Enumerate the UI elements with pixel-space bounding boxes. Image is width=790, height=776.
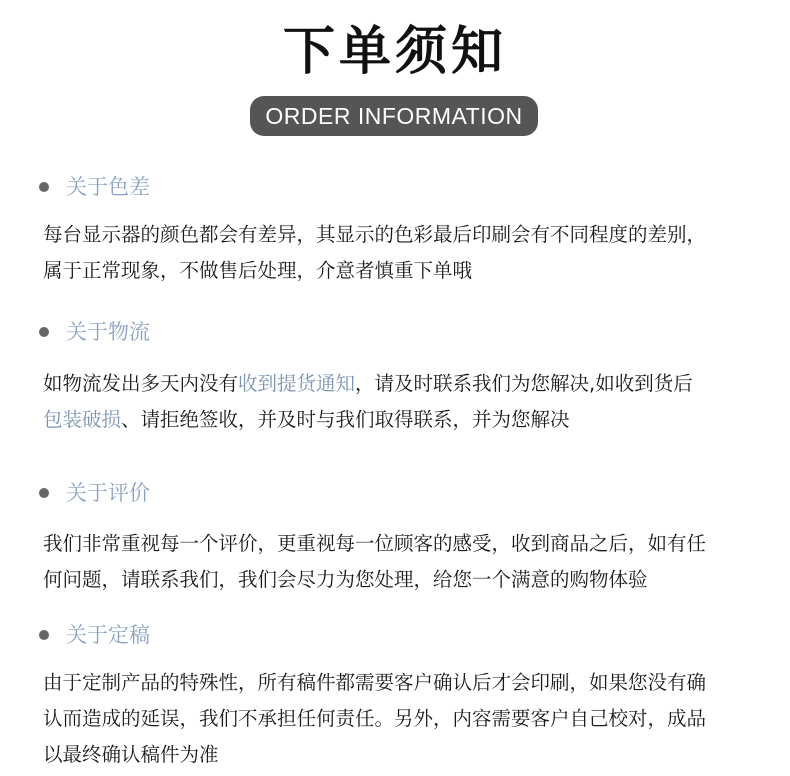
section-header-reviews <box>39 478 150 508</box>
page-title: 下单须知 <box>282 22 507 82</box>
body-line <box>43 402 763 438</box>
damaged-package-highlight: 包装破损 <box>43 408 122 431</box>
body-line <box>43 366 763 402</box>
bullet-dot <box>39 327 49 337</box>
body-line: 以最终确认稿件为准 <box>43 743 219 766</box>
section-title: 关于物流 <box>66 320 150 344</box>
section-header-final-draft <box>39 620 150 650</box>
bullet-dot <box>39 630 49 640</box>
body-text: 如物流发出多天内没有 <box>43 372 239 395</box>
body-line: 认而造成的延误，我们不承担任何责任。另外，内容需要客户自己校对，成品 <box>43 707 707 730</box>
section-title: 关于评价 <box>66 481 150 505</box>
bullet-dot <box>39 182 49 192</box>
section-body-final-draft <box>43 665 763 773</box>
body-line: 我们非常重视每一个评价，更重视每一位顾客的感受，收到商品之后，如有任 <box>43 532 707 555</box>
section-title: 关于定稿 <box>66 623 150 647</box>
section-body-color-difference <box>43 217 763 289</box>
body-text: 、请拒绝签收，并及时与我们取得联系，并为您解决 <box>121 408 570 431</box>
body-text: ，请及时联系我们为您解决,如收到货后 <box>355 372 693 395</box>
subtitle-pill: ORDER INFORMATION <box>250 96 538 136</box>
section-header-logistics <box>39 317 150 347</box>
body-line: 何问题，请联系我们，我们会尽力为您处理，给您一个满意的购物体验 <box>43 568 648 591</box>
body-line: 属于正常现象，不做售后处理，介意者慎重下单哦 <box>43 259 473 282</box>
body-line: 每台显示器的颜色都会有差异，其显示的色彩最后印刷会有不同程度的差别， <box>43 223 707 246</box>
section-body-logistics <box>43 366 763 438</box>
section-header-color-difference <box>39 172 150 202</box>
section-title: 关于色差 <box>66 175 150 199</box>
bullet-dot <box>39 488 49 498</box>
body-line: 由于定制产品的特殊性，所有稿件都需要客户确认后才会印刷，如果您没有确 <box>43 671 707 694</box>
section-body-reviews <box>43 526 763 598</box>
pickup-notice-highlight: 收到提货通知 <box>238 372 356 395</box>
